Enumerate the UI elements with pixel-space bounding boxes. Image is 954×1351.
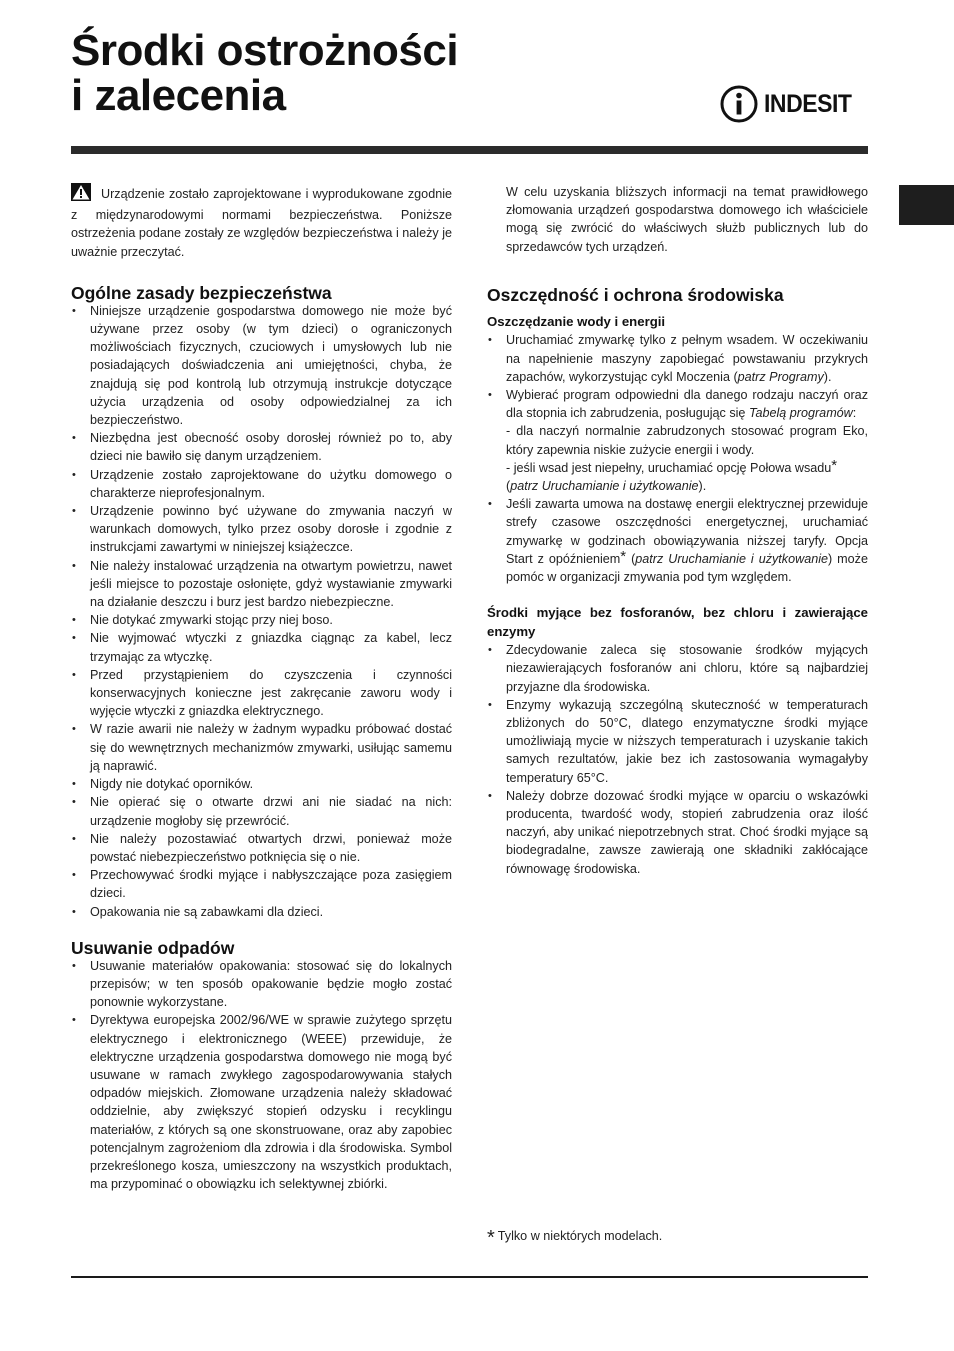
safety-list [71, 302, 452, 921]
water-energy-heading: Oszczędzanie wody i energii [487, 313, 666, 329]
list-item: • Należy dobrze dozować środki myjące w oparciu o wskazówki producenta, twardość wody, stopień zabrudzenia oraz ilość naczyń, aby unikać niepotrzebnych strat. Choć środki myjące są biodegradalne, zawsze zawierają one składniki zakłócające równowagę środowiska. [487, 787, 868, 878]
title-divider [71, 146, 868, 154]
list-item: • Niezbędna jest obecność osoby dorosłej również po to, aby dzieci nie bawiło się danym urządzeniem. [71, 429, 452, 465]
list-item: • Nie opierać się o otwarte drzwi ani nie siadać na nich: urządzenie mogłoby się przewrócić. [71, 793, 452, 829]
eco-heading: Oszczędność i ochrona środowiska [487, 284, 784, 305]
list-item: • Uruchamiać zmywarkę tylko z pełnym wsadem. W oczekiwaniu na napełnienie maszyny zapobiegać powstawaniu przykrych zapachów, wykorzystując cykl Moczenia (patrz Programy). [487, 331, 868, 386]
left-column [71, 183, 452, 1193]
list-item: • Nie dotykać zmywarki stojąc przy niej boso. [71, 611, 452, 629]
sub-line: (patrz Uruchamianie i użytkowanie). [506, 478, 707, 493]
footnote-text: Tylko w niektórych modelach. [497, 1229, 663, 1243]
sub-line: - jeśli wsad jest niepełny, uruchamiać opcję Połowa wsadu* [506, 456, 838, 475]
list-item: • Urządzenie zostało zaprojektowane do użytku domowego o charakterze nieprofesjonalnym. [71, 466, 452, 502]
list-item: • Nie należy pozostawiać otwartych drzwi, ponieważ może powstać niebezpieczeństwo potknięcia się o nie. [71, 830, 452, 866]
page-title-line-1: Środki ostrożności [71, 26, 459, 75]
disposal-list [71, 957, 452, 1194]
list-item: • Zdecydowanie zaleca się stosowanie środków myjących niezawierających fosforanów ani chloru, które są najbardziej przyjazne dla środowiska. [487, 641, 868, 696]
list-item: • Enzymy wykazują szczególną skuteczność w temperaturach zbliżonych do 50°C, dlatego enzymatyczne środki myjące umożliwiają mycie w niższych temperaturach i uzyskanie takich samych rezultatów, jakie bez ich zastosowania wymagałyby temperatury 65°C. [487, 696, 868, 787]
detergent-list [487, 641, 868, 878]
list-item: • W razie awarii nie należy w żadnym wypadku próbować dostać się do wewnętrznych mechanizmów zmywarki, usiłując samemu ją naprawić. [71, 720, 452, 775]
page-title-line-2: i zalecenia [71, 71, 286, 120]
footer-divider [71, 1276, 868, 1278]
intro-text: Urządzenie zostało zaprojektowane i wyprodukowane zgodnie z międzynarodowymi normami bezpieczeństwa. Poniższe ostrzeżenia podane zostały ze względów bezpieczeństwa i należy je uważnie przeczytać. [71, 187, 452, 259]
list-item: • Nigdy nie dotykać oporników. [71, 775, 452, 793]
sub-line: - dla naczyń normalnie zabrudzonych stosować program Eko, który zapewnia niskie zużycie energii i wody. [506, 424, 868, 457]
safety-heading: Ogólne zasady bezpieczeństwa [71, 282, 332, 303]
list-item: • Przed przystąpieniem do czyszczenia i czynności konserwacyjnych konieczne jest zakręcanie zaworu wody i wyjęcie wtyczki z gniazdka elektrycznego. [71, 666, 452, 721]
footnote [487, 1227, 662, 1250]
water-energy-list [487, 331, 868, 586]
list-item: • Nie wyjmować wtyczki z gniazdka ciągnąc za kabel, lecz trzymając za wtyczkę. [71, 629, 452, 665]
footnote-marker: * [831, 456, 838, 474]
brand-logo-icon [719, 84, 759, 124]
list-item: • Niniejsze urządzenie gospodarstwa domowego nie może być używane przez osoby (w tym dzieci) o ograniczonych możliwościach fizycznych, czuciowych i umysłowych lub nie posiadających doświadczenia ani umiejętności, chyba, że znajdują się pod kontrolą lub otrzymują instrukcje dotyczące użycia urządzenia od osoby odpowiedzialnej za ich bezpieczeństwo. [71, 302, 452, 429]
list-item: • Dyrektywa europejska 2002/96/WE w sprawie zużytego sprzętu elektrycznego i elektronicznego (WEEE) przewiduje, że elektryczne urządzenia gospodarstwa domowego nie mogą być usuwane w ramach zwykłego zagospodarowywania stałych odpadów miejskich. Złomowane urządzenia należy składować oddzielnie, aby zwiększyć stopień odzysku i recyklingu materiałów, z których są one skonstruowane, oraz aby zapobiec potencjalnym zagrożeniom dla zdrowia i dla środowiska. Symbol przekreślonego kosza, umieszczony na wszystkich produktach, ma przypominać o obowiązku ich selektywnej zbiórki. [71, 1011, 452, 1193]
intro-paragraph [71, 183, 452, 261]
list-item: • Wybierać program odpowiedni dla danego rodzaju naczyń oraz dla stopnia ich zabrudzenia, posługując się Tabelą programów: - dla naczyń normalnie zabrudzonych stosować program Eko, który zapewnia niskie zużycie energii i wody. - jeśli wsad jest niepełny, uruchamiać opcję Połowa wsadu* (patrz Uruchamianie i użytkowanie). [487, 386, 868, 495]
page-title [71, 28, 458, 118]
list-item: • Opakowania nie są zabawkami dla dzieci. [71, 903, 452, 921]
footnote-star: * [487, 1227, 495, 1249]
warning-triangle-icon [71, 183, 91, 206]
disposal-info-paragraph: W celu uzyskania bliższych informacji na temat prawidłowego złomowania urządzeń gospodarstwa domowego ich właściciele mogą się zwrócić do właściwych służb publicznych lub do sprzedawców tych urządzeń. [506, 185, 868, 254]
footnote-marker: * [620, 547, 627, 565]
language-tab-marker [899, 185, 954, 225]
brand-logo [719, 84, 859, 124]
list-item: • Przechowywać środki myjące i nabłyszczające poza zasięgiem dzieci. [71, 866, 452, 902]
list-item: • Usuwanie materiałów opakowania: stosować się do lokalnych przepisów; w ten sposób opakowanie będzie mogło zostać ponownie wykorzystane. [71, 957, 452, 1012]
disposal-heading: Usuwanie odpadów [71, 937, 235, 958]
detergent-heading: Środki myjące bez fosforanów, bez chloru i zawierające enzymy [487, 605, 868, 639]
list-item: • Nie należy instalować urządzenia na otwartym powietrzu, nawet jeśli miejsce to pozostaje osłonięte, gdyż wystawianie zmywarki na działanie deszczu i burz jest bardzo niebezpieczne. [71, 557, 452, 612]
brand-logo-wordmark: INDESIT [764, 89, 852, 118]
list-item: • Jeśli zawarta umowa na dostawę energii elektrycznej przewiduje strefy czasowe oszczędności energetycznej, uruchamiać zmywarkę w godzinach obowiązywania niższej taryfy. Opcja Start z opóźnieniem* (patrz Uruchamianie i użytkowanie) może pomóc w organizacji zmywania pod tym względem. [487, 495, 868, 586]
right-column [487, 183, 868, 878]
list-item: • Urządzenie powinno być używane do zmywania naczyń w warunkach domowych, tylko przez osoby dorosłe i zgodnie z instrukcjami zawartymi w niniejszej książeczce. [71, 502, 452, 557]
